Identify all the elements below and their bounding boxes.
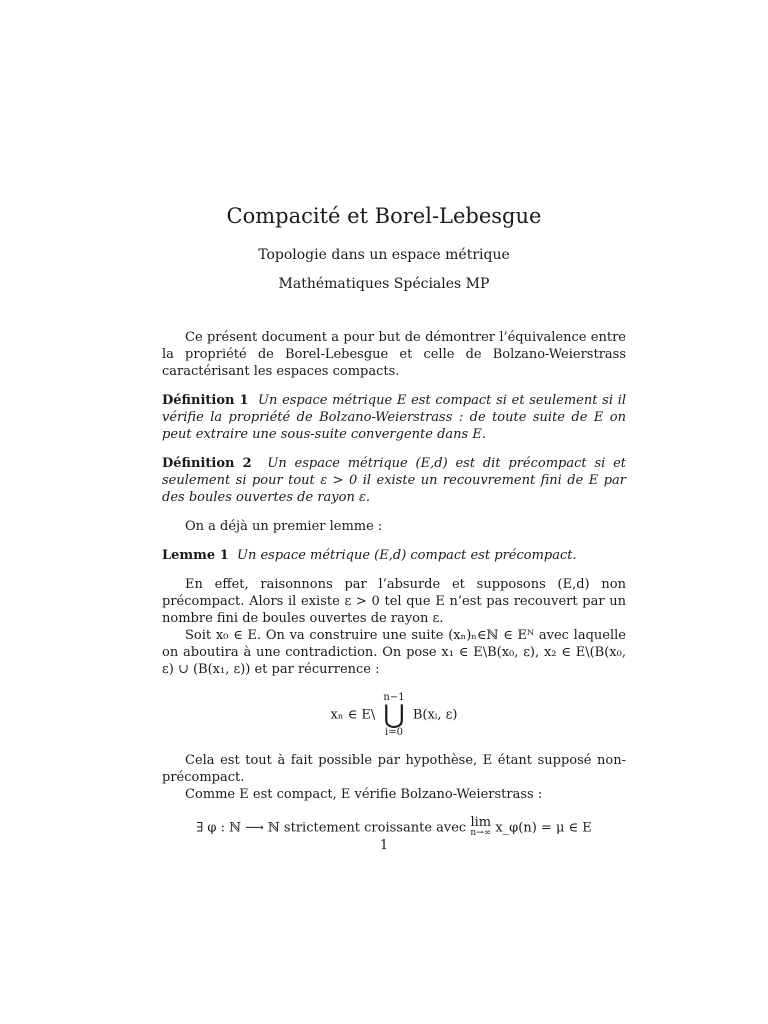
big-union-symbol bbox=[383, 692, 404, 738]
equation-1-right: B(xᵢ, ε) bbox=[412, 707, 458, 723]
document-subtitle: Topologie dans un espace métrique bbox=[258, 247, 510, 263]
document-title: Compacité et Borel-Lebesgue bbox=[226, 204, 542, 228]
lemma-1 bbox=[162, 547, 626, 564]
lemma-1-label: Lemme 1 bbox=[162, 548, 229, 563]
definition-2 bbox=[162, 455, 626, 506]
page-number: 1 bbox=[379, 838, 389, 853]
display-equation-1 bbox=[162, 692, 626, 738]
union-lower-bound: i=0 bbox=[385, 727, 403, 738]
document-body bbox=[162, 329, 626, 853]
limit-label: lim bbox=[470, 815, 492, 830]
union-upper-bound: n−1 bbox=[383, 692, 405, 703]
definition-1-text: Un espace métrique E est compact si et seulement si il vérifie la propriété de Bolzano-Weierstrass : de toute suite de E on peut extraire une sous-suite convergente dans E. bbox=[162, 393, 627, 442]
proof-paragraph-3: Cela est tout à fait possible par hypothèse, E étant supposé non-précompact. bbox=[162, 753, 626, 785]
display-equation-2 bbox=[162, 817, 626, 839]
definition-1-label: Définition 1 bbox=[162, 393, 249, 408]
document-course: Mathématiques Spéciales MP bbox=[278, 276, 490, 292]
limit-subscript: n→∞ bbox=[470, 828, 492, 838]
proof-paragraph-1: En effet, raisonnons par l’absurde et supposons (E,d) non précompact. Alors il existe ε > 0 tel que E n’est pas recouvert par un nombre fini de boules ouvertes de rayon ε. bbox=[162, 577, 626, 626]
equation-1-left: xₙ ∈ E\ bbox=[330, 707, 376, 723]
definition-2-text: Un espace métrique (E,d) est dit précompact si et seulement si pour tout ε > 0 il existe un recouvrement fini de E par des boules ouvertes de rayon ε. bbox=[162, 456, 627, 505]
equation-2-right: x_φ(n) = μ ∈ E bbox=[495, 820, 592, 836]
proof-paragraph-2: Soit x₀ ∈ E. On va construire une suite (xₙ)ₙ∈ℕ ∈ Eᴺ avec laquelle on aboutira à une contradiction. On pose x₁ ∈ E\B(x₀, ε), x₂ ∈ E\(B(x₀, ε) ∪ (B(x₁, ε)) et par récurrence : bbox=[162, 628, 626, 677]
lemma-1-text: Un espace métrique (E,d) compact est précompact. bbox=[237, 548, 577, 563]
intro-paragraph: Ce présent document a pour but de démontrer l’équivalence entre la propriété de Borel-Lebesgue et celle de Bolzano-Weierstrass caractérisant les espaces compacts. bbox=[162, 330, 626, 379]
proof-paragraph-4: Comme E est compact, E vérifie Bolzano-Weierstrass : bbox=[185, 787, 543, 802]
lemma-intro: On a déjà un premier lemme : bbox=[185, 519, 383, 534]
definition-2-label: Définition 2 bbox=[162, 456, 252, 471]
equation-2-left: ∃ φ : ℕ ⟶ ℕ strictement croissante avec bbox=[196, 820, 467, 836]
union-icon: ⋃ bbox=[383, 700, 405, 730]
limit-operator bbox=[470, 817, 491, 839]
definition-1 bbox=[162, 392, 626, 443]
